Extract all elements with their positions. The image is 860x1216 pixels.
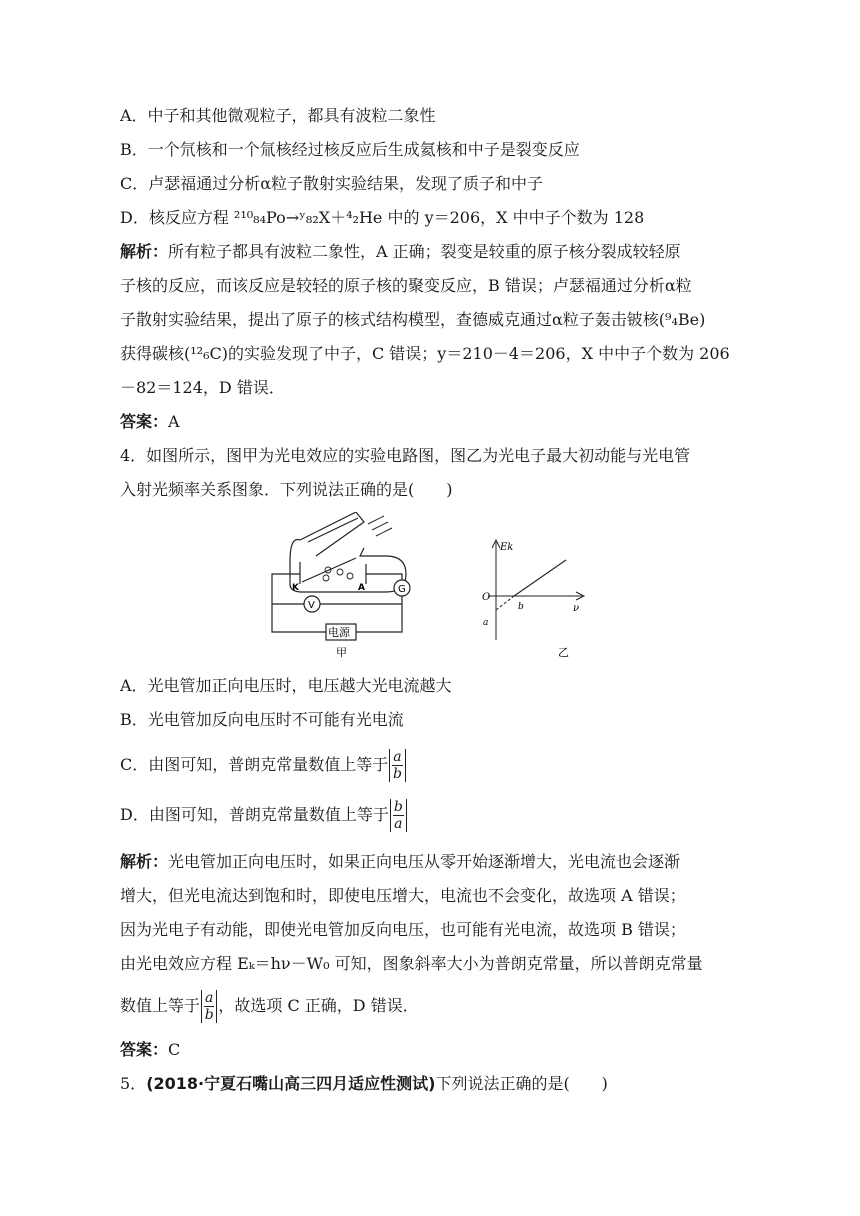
fraction-denominator: b — [204, 1007, 214, 1023]
q4-option-a: A．光电管加正向电压时，电压越大光电流越大 — [120, 676, 452, 695]
q4-option-d-prefix: D．由图可知，普朗克常量数值上等于 — [120, 805, 389, 824]
q3-answer-value: A — [168, 412, 180, 431]
voltmeter-label: V — [308, 600, 315, 611]
q4-answer-value: C — [168, 1040, 181, 1059]
q4-option-d-fraction — [390, 799, 407, 832]
fraction-numerator: a — [205, 990, 214, 1006]
q4-analysis-line-3: 因为光电子有动能，即使光电管加反向电压，也可能有光电流，故选项 B 错误； — [120, 920, 686, 939]
figure-caption-yi: 乙 — [558, 646, 569, 658]
fraction-denominator: b — [392, 766, 402, 782]
q4-analysis-last-prefix: 数值上等于 — [120, 996, 201, 1015]
q3-analysis-label: 解析： — [120, 242, 169, 261]
q4-option-c-prefix: C．由图可知，普朗克常量数值上等于 — [120, 755, 389, 774]
q4-answer — [120, 1039, 180, 1061]
q3-option-d-suffix: 中的 y＝206，X 中中子个数为 128 — [382, 208, 645, 227]
q4-stem-line-2: 入射光频率关系图象．下列说法正确的是( ) — [120, 480, 453, 499]
q4-analysis-line-1 — [120, 851, 680, 873]
q4-analysis-last-suffix: ，故选项 C 正确，D 错误． — [218, 996, 419, 1015]
power-source-label: 电源 — [328, 626, 350, 639]
q4-analysis-text-1: 光电管加正向电压时，如果正向电压从零开始逐渐增大，光电流也会逐渐 — [168, 852, 681, 871]
graph-intercept-a-label: a — [483, 618, 489, 628]
graph-origin-label: O — [482, 592, 491, 603]
q4-option-c — [120, 749, 407, 782]
fraction-numerator: b — [393, 799, 403, 815]
q4-analysis-line-2: 增大，但光电流达到饱和时，即使电压增大，电流也不会变化，故选项 A 错误； — [120, 886, 686, 905]
q4-answer-label: 答案： — [120, 1040, 169, 1059]
q4-analysis-fraction — [201, 990, 217, 1023]
q3-answer — [120, 411, 180, 433]
q3-option-c: C．卢瑟福通过分析α粒子散射实验结果，发现了质子和中子 — [120, 174, 544, 193]
q4-analysis-label: 解析： — [120, 852, 169, 871]
q3-option-a: A．中子和其他微观粒子，都具有波粒二象性 — [120, 106, 436, 125]
q3-option-d — [120, 207, 644, 229]
anode-label: A — [358, 583, 365, 593]
fraction-numerator: a — [393, 749, 402, 765]
q3-answer-label: 答案： — [120, 412, 169, 431]
fraction-denominator: a — [394, 816, 403, 832]
ek-frequency-graph — [470, 536, 590, 658]
q3-option-b: B．一个氘核和一个氚核经过核反应后生成氦核和中子是裂变反应 — [120, 140, 580, 159]
graph-intercept-b-label: b — [518, 602, 524, 612]
graph-x-axis-label: ν — [573, 603, 580, 614]
q3-analysis-line-3: 子散射实验结果，提出了原子的核式结构模型，查德威克通过α粒子轰击铍核(⁹₄Be) — [120, 310, 706, 329]
q5-source: (2018·宁夏石嘴山高三四月适应性测试) — [146, 1074, 436, 1093]
q5-number: 5． — [120, 1074, 147, 1093]
q3-option-d-equation: ²¹⁰₈₄Po→ʸ₈₂X＋⁴₂He — [233, 208, 383, 227]
q3-analysis-line-2: 子核的反应，而该反应是较轻的原子核的聚变反应，B 错误；卢瑟福通过分析α粒 — [120, 276, 692, 295]
q4-option-c-fraction — [389, 749, 405, 782]
q4-option-b: B．光电管加反向电压时不可能有光电流 — [120, 710, 404, 729]
q4-stem-line-1: 4．如图所示，图甲为光电效应的实验电路图，图乙为光电子最大初动能与光电管 — [120, 446, 691, 465]
q4-analysis-line-4: 由光电效应方程 Eₖ＝hν－W₀ 可知，图象斜率大小为普朗克常量，所以普朗克常量 — [120, 954, 703, 973]
galvanometer-label: G — [398, 584, 406, 595]
q3-analysis-text-1: 所有粒子都具有波粒二象性，A 正确；裂变是较重的原子核分裂成较轻原 — [168, 242, 681, 261]
figure-caption-jia: 甲 — [336, 646, 347, 659]
q4-analysis-line-5 — [120, 990, 419, 1023]
cathode-label: K — [292, 583, 299, 593]
q4-option-d — [120, 799, 408, 832]
q5-stem-text: 下列说法正确的是( ) — [435, 1074, 608, 1093]
photoelectric-circuit-diagram — [260, 512, 420, 662]
graph-y-axis-label: Ek — [500, 542, 514, 553]
q3-analysis-line-1 — [120, 241, 681, 263]
q3-analysis-line-4: 获得碳核(¹²₆C)的实验发现了中子，C 错误；y＝210－4＝206，X 中中子个数为 206 — [120, 344, 730, 363]
q5-stem — [120, 1073, 608, 1095]
q3-option-d-prefix: D．核反应方程 — [120, 208, 234, 227]
q3-analysis-line-5: －82＝124，D 错误． — [120, 378, 285, 397]
